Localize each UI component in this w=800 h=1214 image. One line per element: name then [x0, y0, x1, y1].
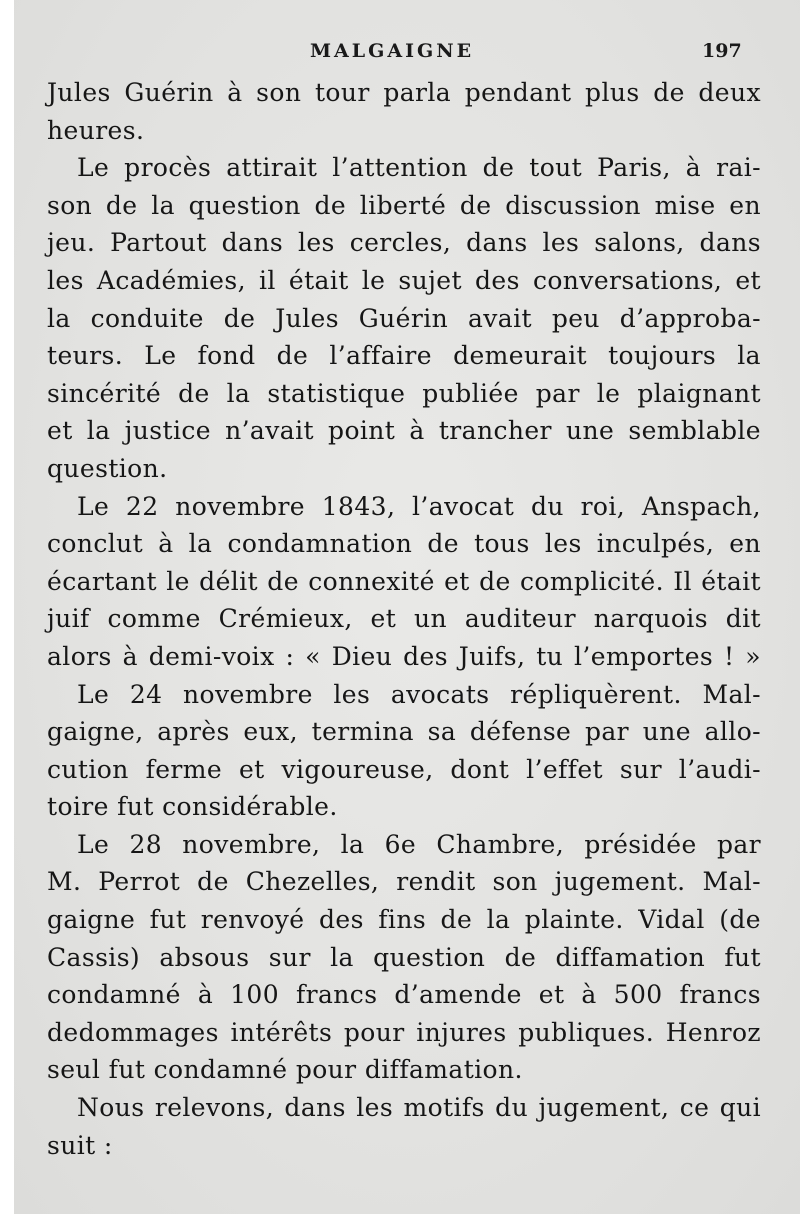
- text-line: écartant le délit de connexité et de complicité. Il était: [47, 566, 761, 596]
- book-page: [14, 0, 800, 1214]
- text-line: M. Perrot de Chezelles, rendit son jugement. Mal-: [47, 867, 761, 897]
- text-line: son de la question de liberté de discussion mise en: [47, 190, 761, 220]
- text-line: juif comme Crémieux, et un auditeur narquois dit: [47, 604, 761, 634]
- text-line: question.: [47, 453, 168, 483]
- text-line: jeu. Partout dans les cercles, dans les salons, dans: [47, 228, 761, 258]
- text-line: suit :: [47, 1130, 113, 1160]
- text-line: condamné à 100 francs d’amende et à 500 francs: [47, 980, 761, 1010]
- text-line: Cassis) absous sur la question de diffamation fut: [47, 942, 761, 972]
- text-line: Le 28 novembre, la 6e Chambre, présidée par: [77, 829, 761, 859]
- text-line: gaigne, après eux, termina sa défense par une allo-: [47, 717, 761, 747]
- text-line: alors à demi-voix : « Dieu des Juifs, tu l’emportes ! »: [47, 641, 761, 671]
- text-line: sincérité de la statistique publiée par le plaignant: [47, 378, 761, 408]
- body-text: [47, 74, 761, 1164]
- text-line: Jules Guérin à son tour parla pendant plus de deux: [47, 78, 761, 107]
- page-header: [14, 40, 800, 70]
- text-line: les Académies, il était le sujet des conversations, et: [47, 265, 761, 295]
- running-head: MALGAIGNE: [310, 40, 475, 62]
- text-line: Le 24 novembre les avocats répliquèrent. Mal-: [77, 679, 761, 709]
- text-line: dedommages intérêts pour injures publiques. Henroz: [47, 1017, 761, 1047]
- text-line: seul fut condamné pour diffamation.: [47, 1055, 523, 1085]
- text-line: heures.: [47, 115, 145, 145]
- text-line: toire fut considérable.: [47, 792, 338, 822]
- text-line: cution ferme et vigoureuse, dont l’effet sur l’audi-: [47, 754, 761, 784]
- text-line: gaigne fut renvoyé des fins de la plainte. Vidal (de: [47, 905, 761, 935]
- text-line: teurs. Le fond de l’affaire demeurait toujours la: [47, 341, 761, 371]
- text-line: Le procès attirait l’attention de tout Paris, à rai-: [77, 153, 761, 183]
- text-line: et la justice n’avait point à trancher une semblable: [47, 416, 761, 446]
- text-line: Le 22 novembre 1843, l’avocat du roi, Anspach,: [77, 491, 761, 521]
- text-line: Nous relevons, dans les motifs du jugement, ce qui: [77, 1093, 761, 1123]
- text-line: la conduite de Jules Guérin avait peu d’approba-: [47, 303, 761, 333]
- page-number: 197: [702, 40, 742, 62]
- text-line: conclut à la condamnation de tous les inculpés, en: [47, 529, 761, 559]
